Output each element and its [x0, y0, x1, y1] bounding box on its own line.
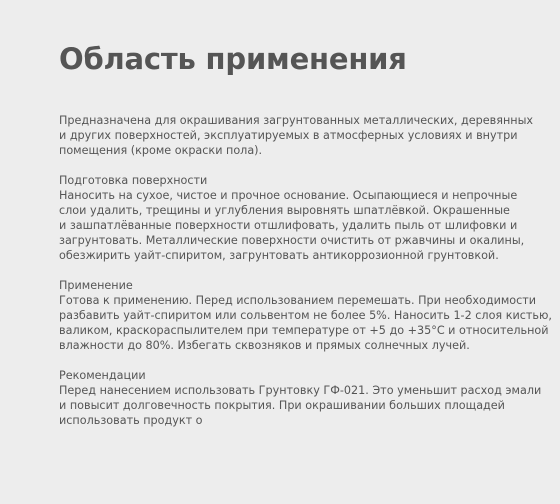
section-surface-preparation: [59, 173, 525, 264]
intro-paragraph: [59, 113, 534, 158]
section-line: загрунтовать. Металлические поверхности очистить от ржавчины и окалины,: [59, 234, 525, 248]
intro-line: Предназначена для окрашивания загрунтованных металлических, деревянных: [59, 114, 534, 127]
section-heading: Рекомендации: [59, 368, 146, 382]
section-line: и зашпатлёванные поверхности отшлифовать, удалить пыль от шлифовки и: [59, 219, 518, 233]
section-line: Перед нанесением использовать Грунтовку ГФ-021. Это уменьшит расход эмали: [59, 383, 542, 397]
section-line: разбавить уайт-спиритом или сольвентом не более 5%. Наносить 1-2 слоя кистью,: [59, 309, 552, 323]
page-title: Область применения: [59, 42, 407, 76]
section-recommendations: [59, 368, 542, 428]
intro-line: помещения (кроме окраски пола).: [59, 144, 263, 158]
section-line: Наносить на сухое, чистое и прочное основание. Осыпающиеся и непрочные: [59, 188, 518, 202]
section-line: обезжирить уайт-спиритом, загрунтовать антикоррозионной грунтовкой.: [59, 249, 499, 263]
section-line: и повысит долговечность покрытия. При окрашивании больших площадей: [59, 399, 505, 412]
section-application: [59, 278, 552, 353]
document-body: [59, 113, 552, 443]
section-heading: Применение: [59, 278, 133, 292]
intro-line: и других поверхностей, эксплуатируемых в атмосферных условиях и внутри: [59, 129, 518, 143]
section-line: валиком, краскораспылителем при температуре от +5 до +35°С и относительной: [59, 324, 549, 338]
section-line: Готова к применению. Перед использованием перемешать. При необходимости: [59, 293, 537, 307]
section-line: влажности до 80%. Избегать сквозняков и прямых солнечных лучей.: [59, 339, 470, 353]
section-line: использовать продукт о: [59, 414, 203, 428]
section-line: слои удалить, трещины и углубления выровнять шпатлёвкой. Окрашенные: [59, 203, 510, 217]
section-heading: Подготовка поверхности: [59, 173, 208, 187]
